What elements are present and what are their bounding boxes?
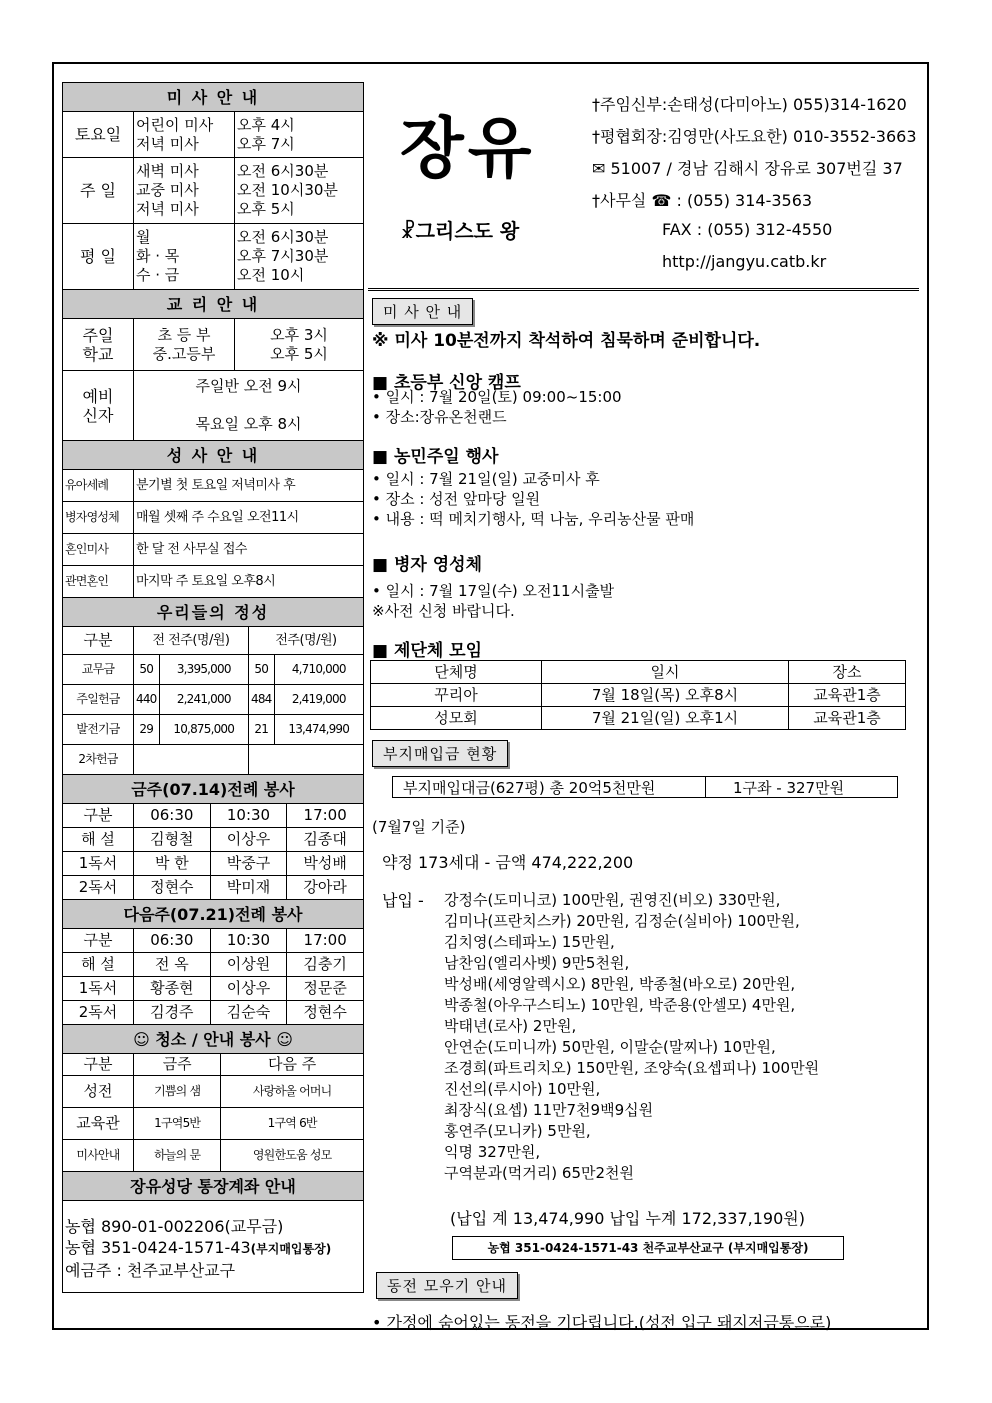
offering-cell: 440 xyxy=(134,685,160,715)
offering-cell: 2,241,000 xyxy=(159,685,248,715)
weekday-mass-names: 월 화 · 목 수 · 금 xyxy=(134,224,235,290)
sun-mass-names: 새벽 미사 교중 미사 저녁 미사 xyxy=(134,158,235,224)
offering-label: 주일헌금 xyxy=(63,685,134,715)
account-table xyxy=(62,1171,364,1293)
sacraments-table xyxy=(62,440,364,598)
land-unit: 1구좌 - 327만원 xyxy=(733,779,845,797)
land-paid-label: 납입 - xyxy=(382,891,424,910)
cleaning-col: 다음 주 xyxy=(221,1054,364,1076)
service-col: 10:30 xyxy=(210,804,287,828)
service-cell: 정문준 xyxy=(287,977,364,1001)
service-cell: 김순숙 xyxy=(210,1001,287,1025)
service-col: 17:00 xyxy=(287,929,364,953)
offering-cell: 50 xyxy=(134,655,160,685)
paid-line: 박종철(아우구스티노) 10만원, 박준용(안셀모) 4만원, xyxy=(444,996,796,1014)
service-cell: 전 옥 xyxy=(134,953,211,977)
paid-line: 김미나(프란치스카) 20만원, 김정순(실비아) 100만원, xyxy=(444,912,800,930)
offering-cell: 29 xyxy=(134,715,160,745)
sacrament-value: 마지막 주 토요일 오후8시 xyxy=(134,566,364,598)
cleaning-col: 금주 xyxy=(134,1054,221,1076)
sick-date: • 일시 : 7월 17일(수) 오전11시출발 xyxy=(372,582,615,600)
service-cell: 박중구 xyxy=(210,852,287,876)
sat-label: 토요일 xyxy=(63,112,134,158)
offering-cell xyxy=(249,745,364,775)
land-bank-account: 농협 351-0424-1571-43 천주교부산교구 (부지매입통장) xyxy=(452,1236,844,1260)
paid-line: 박태년(로사) 2만원, xyxy=(444,1017,577,1035)
sacrament-value: 매월 셋째 주 수요일 오전11시 xyxy=(134,502,364,534)
sun-mass-times: 오전 6시30분 오전 10시30분 오후 5시 xyxy=(235,158,364,224)
groups-table xyxy=(370,660,906,730)
offering-label: 2차헌금 xyxy=(63,745,134,775)
sacrament-label: 유아세례 xyxy=(63,470,134,502)
paid-line: 박성배(세영알렉시오) 8만원, 박종철(바오로) 20만원, xyxy=(444,975,796,993)
camp-date: • 일시 : 7월 20일(토) 09:00~15:00 xyxy=(372,388,622,406)
farm-content: • 내용 : 떡 메치기행사, 떡 나눔, 우리농산물 판매 xyxy=(372,510,695,528)
offering-cell: 50 xyxy=(249,655,275,685)
service-col: 구분 xyxy=(63,929,134,953)
paid-line: 김치영(스테파노) 15만원, xyxy=(444,933,615,951)
coins-label: 동전 모우기 안내 xyxy=(376,1272,518,1299)
sun-label: 주 일 xyxy=(63,158,134,224)
service-col: 06:30 xyxy=(134,929,211,953)
offering-col: 전 전주(명/원) xyxy=(134,627,249,655)
groups-col: 장소 xyxy=(789,661,906,684)
service-cell: 1독서 xyxy=(63,852,134,876)
mass-notice-label: 미 사 안 내 xyxy=(372,298,473,325)
offering-col: 전주(명/원) xyxy=(249,627,364,655)
service-cell: 해 설 xyxy=(63,828,134,852)
cleaning-cell: 하늘의 문 xyxy=(134,1140,221,1172)
council-info: †평협회장:김영만(사도요한) 010-3552-3663 xyxy=(592,127,917,146)
farm-date: • 일시 : 7월 21일(일) 교중미사 후 xyxy=(372,470,600,488)
account-header: 장유성당 통장계좌 안내 xyxy=(63,1172,364,1201)
weekday-label: 평 일 xyxy=(63,224,134,290)
service-col: 06:30 xyxy=(134,804,211,828)
service-cell: 정현수 xyxy=(134,876,211,900)
service-this-header: 금주(07.14)전례 봉사 xyxy=(63,775,364,804)
service-cell: 이상원 xyxy=(210,953,287,977)
groups-cell: 꾸리아 xyxy=(371,684,542,707)
paid-line: 강정수(도미니코) 100만원, 권영진(비오) 330만원, xyxy=(444,891,781,909)
bulletin-subtitle: ☧그리스도 왕 xyxy=(400,219,520,243)
groups-col: 일시 xyxy=(542,661,789,684)
service-cell: 김충기 xyxy=(287,953,364,977)
groups-title: ■ 제단체 모임 xyxy=(372,641,483,661)
masthead-divider xyxy=(368,288,919,291)
farm-place: • 장소 : 성전 앞마당 일원 xyxy=(372,490,541,508)
land-pledge: 약정 173세대 - 금액 474,222,200 xyxy=(382,853,634,872)
account-holder: 예금주 : 천주교부산교구 xyxy=(65,1261,236,1280)
cleaning-cell: 1구역5반 xyxy=(134,1108,221,1140)
service-cell: 이상우 xyxy=(210,977,287,1001)
paid-line: 홍연주(모니카) 5만원, xyxy=(444,1122,591,1140)
sacrament-label: 혼인미사 xyxy=(63,534,134,566)
sacraments-header: 성 사 안 내 xyxy=(63,441,364,470)
cleaning-cell: 1구역 6반 xyxy=(221,1108,364,1140)
cleaning-cell: 영원한도움 성모 xyxy=(221,1140,364,1172)
groups-cell: 교육관1층 xyxy=(789,684,906,707)
offering-cell: 2,419,000 xyxy=(274,685,363,715)
cleaning-cell: 미사안내 xyxy=(63,1140,134,1172)
cleaning-header: ☺ 청소 / 안내 봉사 ☺ xyxy=(63,1025,364,1054)
sick-title: ■ 병자 영성체 xyxy=(372,555,483,575)
service-col: 구분 xyxy=(63,804,134,828)
address-info: ✉ 51007 / 경남 김해시 장유로 307번길 37 xyxy=(592,159,903,178)
service-cell: 박 한 xyxy=(134,852,211,876)
service-cell: 황종현 xyxy=(134,977,211,1001)
groups-cell: 7월 21일(일) 오후1시 xyxy=(542,707,789,730)
service-col: 10:30 xyxy=(210,929,287,953)
sacrament-label: 병자영성체 xyxy=(63,502,134,534)
bulletin-title: 장유 xyxy=(400,110,536,187)
offering-header: 우리들의 정성 xyxy=(63,598,364,627)
catechumen-times: 주일반 오전 9시 목요일 오후 8시 xyxy=(134,371,364,441)
paid-line: 남찬임(엘리사벳) 9만5천원, xyxy=(444,954,630,972)
offering-cell: 484 xyxy=(249,685,275,715)
farm-title: ■ 농민주일 행사 xyxy=(372,447,499,467)
paid-line: 진선의(루시아) 10만원, xyxy=(444,1080,601,1098)
sacrament-label: 관면혼인 xyxy=(63,566,134,598)
offering-cell: 13,474,990 xyxy=(274,715,363,745)
offering-cell: 4,710,000 xyxy=(274,655,363,685)
cleaning-cell: 교육관 xyxy=(63,1108,134,1140)
sunday-school-label: 주일 학교 xyxy=(63,319,134,371)
offering-cell xyxy=(134,745,249,775)
office-phone: †사무실 ☎ : (055) 314-3563 xyxy=(592,191,813,210)
cleaning-cell: 성전 xyxy=(63,1076,134,1108)
sacrament-value: 분기별 첫 토요일 저녁미사 후 xyxy=(134,470,364,502)
groups-col: 단체명 xyxy=(371,661,542,684)
offering-cell: 3,395,000 xyxy=(159,655,248,685)
mass-note: ※ 미사 10분전까지 착석하여 침묵하며 준비합니다. xyxy=(372,331,761,351)
weekday-mass-times: 오전 6시30분 오후 7시30분 오전 10시 xyxy=(235,224,364,290)
land-summary-box xyxy=(392,776,898,798)
paid-line: 익명 327만원, xyxy=(444,1143,541,1161)
paid-line: 최장식(요셉) 11만7천9백9십원 xyxy=(444,1101,654,1119)
land-total: 부지매입대금(627평) 총 20억5천만원 xyxy=(403,779,656,797)
groups-cell: 7월 18일(목) 오후8시 xyxy=(542,684,789,707)
groups-cell: 교육관1층 xyxy=(789,707,906,730)
sacrament-value: 한 달 전 사무실 접수 xyxy=(134,534,364,566)
offering-cell: 21 xyxy=(249,715,275,745)
paid-line: 조경희(파트리치오) 150만원, 조양숙(요셉피나) 100만원 xyxy=(444,1059,820,1077)
groups-cell: 성모회 xyxy=(371,707,542,730)
cleaning-table xyxy=(62,1024,364,1172)
mass-table xyxy=(62,82,364,290)
service-cell: 이상우 xyxy=(210,828,287,852)
service-cell: 박미재 xyxy=(210,876,287,900)
doctrine-header: 교 리 안 내 xyxy=(63,290,364,319)
land-paid-list xyxy=(444,890,819,1184)
paid-line: 안연순(도미니까) 50만원, 이말순(말찌나) 10만원, xyxy=(444,1038,776,1056)
service-cell: 정현수 xyxy=(287,1001,364,1025)
service-cell: 김형철 xyxy=(134,828,211,852)
offering-table xyxy=(62,597,364,775)
service-cell: 해 설 xyxy=(63,953,134,977)
website-url: http://jangyu.catb.kr xyxy=(662,252,827,271)
sat-mass-names: 어린이 미사 저녁 미사 xyxy=(134,112,235,158)
service-this-week-table xyxy=(62,774,364,900)
fax-number: FAX : (055) 312-4550 xyxy=(662,220,833,239)
cleaning-cell: 기쁨의 샘 xyxy=(134,1076,221,1108)
coins-text: • 가정에 숨어있는 동전을 기다립니다.(성전 입구 돼지저금통으로) xyxy=(372,1313,832,1332)
service-cell: 2독서 xyxy=(63,1001,134,1025)
service-cell: 강아라 xyxy=(287,876,364,900)
pastor-info: †주임신부:손태성(다미아노) 055)314-1620 xyxy=(592,95,907,114)
left-column xyxy=(62,82,364,1293)
service-cell: 박성배 xyxy=(287,852,364,876)
offering-label: 발전기금 xyxy=(63,715,134,745)
land-basis: (7월7일 기준) xyxy=(372,818,466,836)
land-label: 부지매입금 현황 xyxy=(372,740,508,767)
service-next-week-table xyxy=(62,899,364,1025)
account-line-1: 농협 890-01-002206(교무금) xyxy=(65,1217,284,1236)
account-line-2: 농협 351-0424-1571-43(부지매입통장) xyxy=(65,1238,332,1257)
sunday-school-groups: 초 등 부 중.고등부 xyxy=(134,319,235,371)
offering-cell: 10,875,000 xyxy=(159,715,248,745)
service-cell: 1독서 xyxy=(63,977,134,1001)
offering-label: 교무금 xyxy=(63,655,134,685)
doctrine-table xyxy=(62,289,364,441)
camp-title: ■ 초등부 신앙 캠프 xyxy=(372,373,521,393)
service-col: 17:00 xyxy=(287,804,364,828)
service-next-header: 다음주(07.21)전례 봉사 xyxy=(63,900,364,929)
service-cell: 김경주 xyxy=(134,1001,211,1025)
offering-col: 구분 xyxy=(63,627,134,655)
sat-mass-times: 오후 4시 오후 7시 xyxy=(235,112,364,158)
sick-note: ※사전 신청 바랍니다. xyxy=(372,602,515,620)
cleaning-col: 구분 xyxy=(63,1054,134,1076)
mass-header: 미 사 안 내 xyxy=(63,83,364,112)
sunday-school-times: 오후 3시 오후 5시 xyxy=(235,319,364,371)
cleaning-cell: 사랑하올 어머니 xyxy=(221,1076,364,1108)
paid-line: 구역분과(먹거리) 65만2천원 xyxy=(444,1164,635,1182)
catechumen-label: 예비 신자 xyxy=(63,371,134,441)
camp-place: • 장소:장유온천랜드 xyxy=(372,408,507,426)
land-paid-total: (납입 계 13,474,990 납입 누계 172,337,190원) xyxy=(450,1209,805,1228)
service-cell: 2독서 xyxy=(63,876,134,900)
service-cell: 김종대 xyxy=(287,828,364,852)
